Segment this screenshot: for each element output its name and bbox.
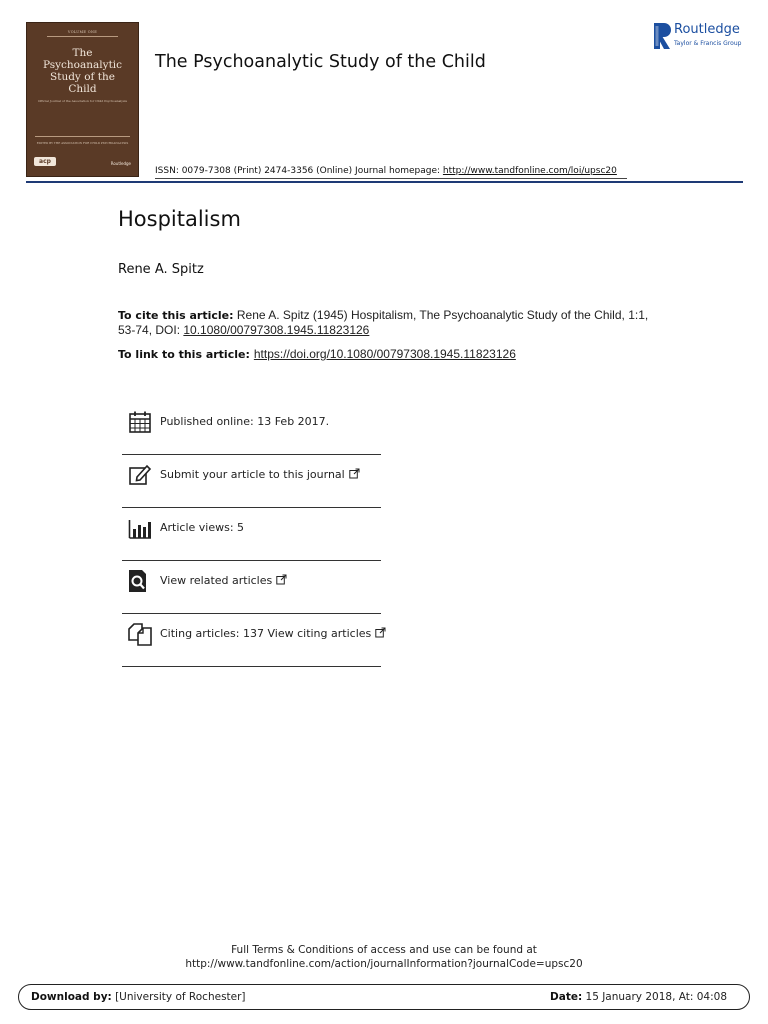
issn-line [155, 166, 617, 176]
cover-subtitle: Official Journal of the Association for Child Psychoanalysis [37, 99, 128, 103]
terms-url-link[interactable]: http://www.tandfonline.com/action/journalInformation?journalCode=upsc20 [185, 958, 583, 970]
submit-article-link[interactable] [160, 468, 360, 481]
cover-volume-label: VOLUME ONE [67, 30, 98, 34]
doi-link[interactable]: 10.1080/00797308.1945.11823126 [183, 323, 370, 337]
related-articles-link[interactable] [160, 574, 287, 587]
header-divider [26, 181, 743, 183]
routledge-group: Taylor & Francis Group [674, 40, 742, 47]
cite-label: To cite this article: [118, 309, 234, 322]
published-online-text: Published online: 13 Feb 2017. [160, 415, 330, 428]
routledge-name: Routledge [674, 22, 740, 37]
article-title: Hospitalism [118, 207, 241, 231]
article-author: Rene A. Spitz [118, 262, 204, 277]
cover-title-line: Child [68, 83, 97, 95]
info-row-views [122, 508, 381, 561]
info-row-citing[interactable] [122, 614, 381, 667]
external-link-icon [276, 574, 287, 585]
bar-chart-icon [128, 516, 152, 540]
article-link-block [118, 347, 516, 361]
download-info-bar [18, 984, 750, 1010]
issn-underline [155, 178, 627, 179]
info-row-related[interactable] [122, 561, 381, 614]
journal-title: The Psychoanalytic Study of the Child [155, 52, 486, 72]
cover-title-line: Psychoanalytic [42, 59, 123, 71]
terms-line: Full Terms & Conditions of access and use can be found at [231, 944, 537, 956]
external-link-icon [349, 468, 360, 479]
cover-acp-logo: acp [34, 157, 56, 166]
cite-text: Rene A. Spitz (1945) Hospitalism, The Psychoanalytic Study of the Child, 1:1, 53-74, DOI: [118, 308, 649, 337]
article-views-text: Article views: 5 [160, 521, 245, 534]
download-by-value: [University of Rochester] [111, 991, 246, 1003]
routledge-r-icon [652, 22, 672, 50]
terms-notice [0, 943, 768, 971]
article-url-link[interactable]: https://doi.org/10.1080/00797308.1945.11823126 [253, 347, 516, 361]
cover-editors: EDITED BY THE ASSOCIATION FOR CHILD PSYCHOANALYSIS [36, 141, 129, 145]
download-date [550, 991, 727, 1003]
issn-text: ISSN: 0079-7308 (Print) 2474-3356 (Online) Journal homepage: [155, 166, 443, 176]
citing-articles-label: Citing articles: 137 View citing articles [160, 627, 372, 640]
cover-title [31, 47, 134, 95]
external-link-icon [375, 627, 386, 638]
download-date-value: 15 January 2018, At: 04:08 [582, 991, 727, 1003]
edit-icon [128, 463, 152, 487]
cover-title-line: The [72, 47, 93, 59]
related-articles-label: View related articles [160, 574, 273, 587]
submit-article-label: Submit your article to this journal [160, 468, 345, 481]
citing-articles-link[interactable] [160, 627, 386, 640]
journal-cover-image [26, 22, 139, 177]
citation-block [118, 308, 658, 337]
citing-icon [128, 622, 152, 646]
download-by-label: Download by: [31, 991, 112, 1003]
download-date-label: Date: [550, 991, 583, 1003]
download-by [31, 991, 246, 1003]
article-info-list [122, 402, 381, 667]
cover-rule [47, 36, 118, 37]
search-document-icon [128, 569, 152, 593]
link-label: To link to this article: [118, 348, 250, 361]
cover-rule [35, 136, 130, 137]
calendar-icon [128, 410, 152, 434]
cover-publisher: Routledge [110, 161, 131, 166]
routledge-logo [652, 22, 744, 52]
cover-title-line: Study of the [50, 71, 115, 83]
info-row-published [122, 402, 381, 455]
info-row-submit[interactable] [122, 455, 381, 508]
journal-homepage-link[interactable]: http://www.tandfonline.com/loi/upsc20 [442, 166, 617, 176]
